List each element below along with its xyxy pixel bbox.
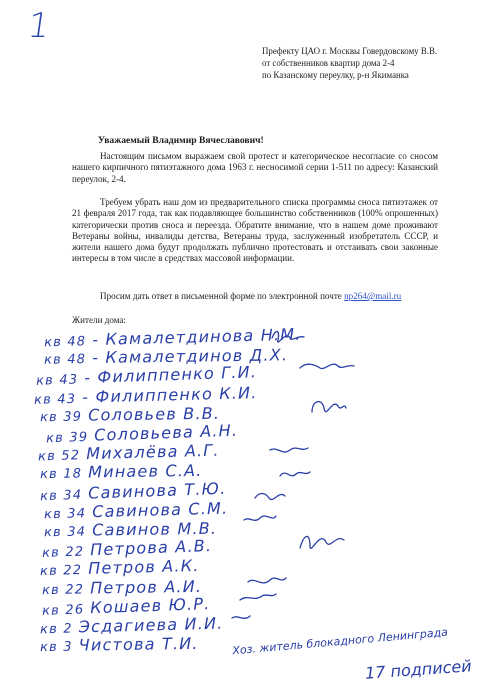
- flat-number: кв 34: [43, 506, 87, 523]
- page-number: 1: [25, 6, 53, 46]
- signature-row: [40, 556, 200, 579]
- resident-name: Минаев С.А.: [88, 461, 203, 482]
- signature-mark: [270, 448, 308, 452]
- flat-number: кв 3: [39, 639, 73, 656]
- flat-number: кв 22: [41, 544, 85, 562]
- signature-mark: [312, 402, 346, 412]
- resident-name: Савинова Т.Ю.: [87, 478, 227, 503]
- resident-name: Петров А.К.: [87, 556, 200, 579]
- signature-mark: [280, 472, 310, 476]
- resident-name: Петрова А.В.: [89, 536, 213, 560]
- flat-number: кв 52: [37, 448, 81, 465]
- salutation: Уважаемый Владимир Вячеславович!: [98, 135, 264, 146]
- addressee-line: от собственников квартир дома 2-4: [262, 58, 395, 69]
- flat-number: кв 43: [35, 372, 79, 390]
- signature-mark: [300, 364, 354, 368]
- flat-number: кв 39: [39, 409, 83, 426]
- flat-number: кв 2: [39, 621, 73, 638]
- resident-name: Петров А.И.: [90, 576, 203, 598]
- resident-name: - Камалетдинов Д.Х.: [92, 345, 289, 368]
- request-text: Просим дать ответ в письменной форме по электронной почте: [100, 291, 345, 301]
- flat-number: кв 39: [45, 429, 89, 447]
- resident-name: Кошаев Ю.Р.: [89, 593, 211, 618]
- addressee-line: Префекту ЦАО г. Москвы Говердовскому В.В.: [262, 46, 438, 56]
- signature-mark: [240, 594, 276, 600]
- addressee-line: по Казанскому переулку, р-н Якиманка: [262, 70, 409, 81]
- residents-label: Жители дома:: [72, 315, 126, 325]
- flat-number: кв 22: [39, 563, 83, 580]
- resident-name: - Камалетдинова Н.М.: [91, 324, 302, 350]
- addressee-block: [262, 45, 484, 82]
- signature-mark: [300, 536, 344, 548]
- flat-number: кв 48: [43, 352, 87, 368]
- flat-number: кв 18: [39, 466, 83, 483]
- email-link[interactable]: np264@mail.ru: [344, 291, 402, 301]
- resident-name: Савинов М.В.: [92, 518, 218, 540]
- signature-row: [40, 634, 199, 655]
- flat-number: кв 34: [39, 487, 83, 504]
- resident-name: Соловьев В.В.: [88, 403, 221, 425]
- flat-number: кв 43: [33, 391, 77, 408]
- resident-name: Эсдагиева И.И.: [78, 613, 224, 637]
- flat-number: кв 26: [41, 602, 85, 619]
- flat-number: кв 22: [41, 582, 85, 598]
- paragraph-protest: Настоящим письмом выражаем свой протест и категорическое несогласие со сносом нашего кирпичного пятиэтажного дома 1963 г. несносимой серии 1-511 по адресу: Казанский переулок, 2-4.: [72, 151, 438, 184]
- side-note: Хоз. житель блокадного Ленинграда: [231, 625, 449, 658]
- signature-row: [40, 461, 203, 482]
- flat-number: кв 34: [43, 524, 87, 541]
- paragraph-request: [72, 291, 438, 302]
- resident-name: - Филиппенко Г.И.: [83, 362, 258, 388]
- signature-mark: [244, 516, 276, 520]
- paragraph-demand: Требуем убрать наш дом из предварительного списка программы сноса пятиэтажек от 21 февраля 2017 года, так как подавляющее большинство собственников (100% опрошенных) категорически против сноса и переезда. Обратите внимание, что в нашем доме проживают Ветераны войны, инвалиды детства, Ветераны труда, заслуженный изобретатель СССР, и жители нашего дома будут продолжать публично протестовать и отстаивать свои законные интересы в том числе в средствах массовой информации.: [72, 197, 438, 264]
- signature-count: 17 подписей: [364, 656, 473, 683]
- signature-mark: [248, 578, 286, 583]
- resident-name: Соловьева А.Н.: [93, 420, 239, 445]
- resident-name: Михалёва А.Г.: [85, 440, 220, 464]
- resident-name: - Филиппенко К.И.: [81, 382, 258, 407]
- signature-mark: [255, 494, 285, 500]
- resident-name: Чистова Т.И.: [78, 634, 199, 655]
- signature-mark: [232, 616, 250, 618]
- resident-name: Савинова С.М.: [91, 498, 229, 521]
- flat-number: кв 48: [43, 334, 87, 351]
